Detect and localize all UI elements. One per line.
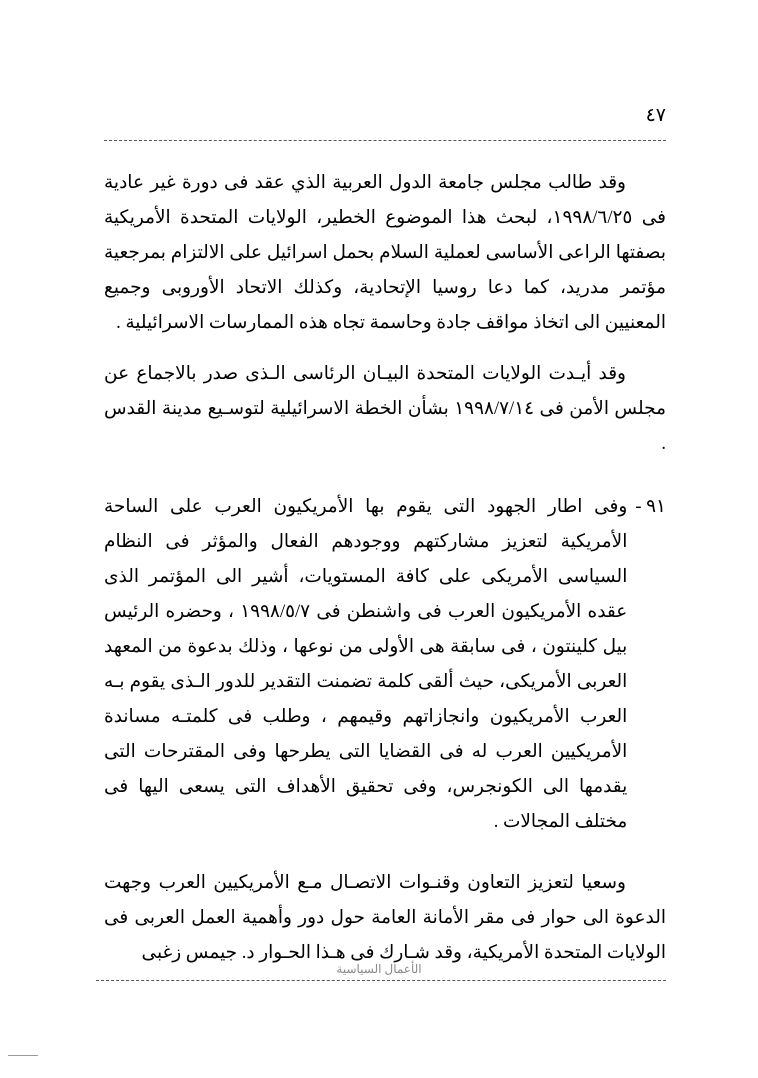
numbered-item-91 [104, 490, 666, 842]
paragraph-1: وقد طالب مجلس جامعة الدول العربية الذي عقد فى دورة غير عادية فى ١٩٩٨/٦/٢٥، لبحث هذا الموضوع الخطير، الولايات المتحدة الأمريكية بصفتها الراعى الأساسى لعملية السلام بحمل اسرائيل على الالتزام بمرجعية مؤتمر مدريد، كما دعا روسيا الإتحادية، وكذلك الاتحاد الأوروبى وجميع المعنيين الى اتخاذ مواقف جادة وحاسمة تجاه هذه الممارسات الاسرائيلية . [104, 173, 666, 333]
page-number: ٤٧ [645, 105, 666, 126]
item-number: ٩١ - [635, 497, 666, 517]
footer-note: الأعمال السياسية [336, 962, 422, 976]
item-text: وفى اطار الجهود التى يقوم بها الأمريكيون العرب على الساحة الأمريكية لتعزيز مشاركتهم ووجودهم الفعال والمؤثر فى النظام السياسى الأمريكى على كافة المستويات، أشير الى المؤتمر الذى عقده الأمريكيون العرب فى واشنطن فى ١٩٩٨/٥/٧ ، وحضره الرئيس بيل كلينتون ، فى سابقة هى الأولى من نوعها ، وذلك بدعوة من المعهد العربى الأمريكى، حيث ألقى كلمة تضمنت التقدير للدور الـذى يقوم بـه العرب الأمريكيون وانجازاتهم وقيمهم ، وطلب فى كلمتـه مساندة الأمريكيين العرب له فى القضايا التى يطرحها وفى المقترحات التى يقدمها الى الكونجرس، وفى تحقيق الأهداف التى يسعى اليها فى مختلف المجالات . [104, 497, 628, 832]
paragraph-2: وقد أيـدت الولايات المتحدة البيـان الرئاسى الـذى صدر بالاجماع عن مجلس الأمن فى ١٩٩٨/٧/١٤ بشأن الخطة الاسرائيلية لتوسـيع مدينة القدس . [104, 364, 666, 454]
paragraph-3: وسعيا لتعزيز التعاون وقنـوات الاتصـال مـع الأمريكيين العرب وجهت الدعوة الى حوار فى مقر الأمانة العامة حول دور وأهمية العمل العربى فى الولايات المتحدة الأمريكية، وقد شـارك فى هـذا الحـوار د. جيمس زغبى [104, 873, 666, 963]
header-divider [104, 140, 666, 142]
footer-divider [96, 980, 666, 982]
corner-mark [8, 1055, 38, 1056]
page-content [104, 166, 666, 973]
